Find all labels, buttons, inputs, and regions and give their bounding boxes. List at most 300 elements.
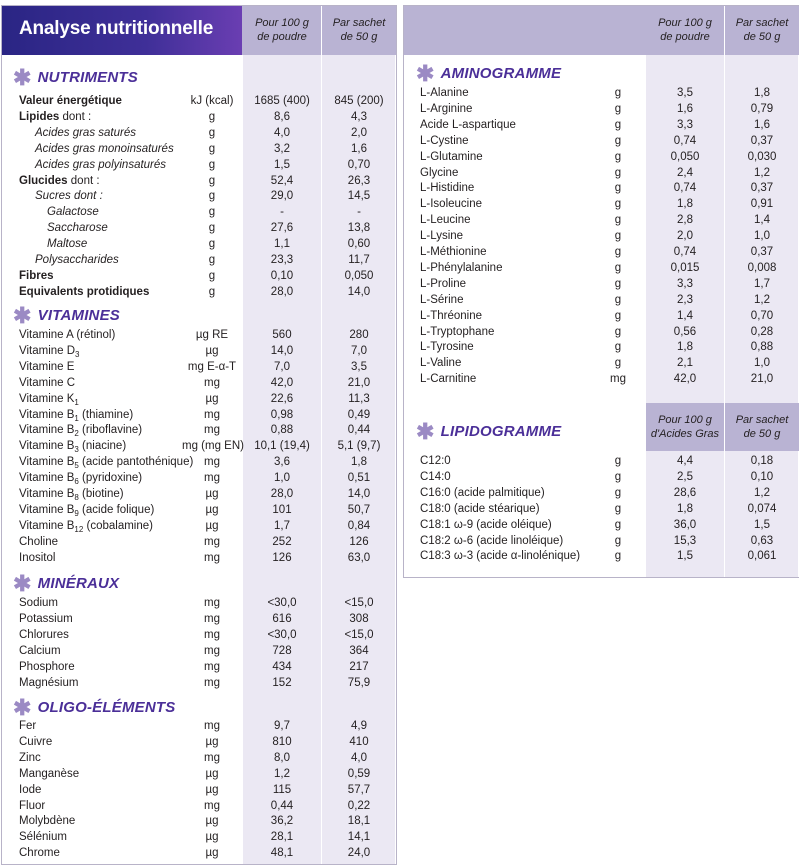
row-unit: g — [208, 206, 216, 219]
row-unit: mg — [204, 376, 220, 389]
row-unit: µg — [205, 392, 219, 405]
row-unit: g — [614, 486, 622, 499]
header-line: Par sachet — [332, 17, 386, 29]
row-label-text: Choline — [19, 535, 58, 548]
table-row — [2, 550, 396, 566]
value-per-sachet: 26,3 — [347, 174, 371, 187]
table-row — [404, 292, 799, 308]
table-row — [404, 469, 799, 485]
value-per-100g: 1,8 — [677, 341, 693, 354]
row-label-text: Valeur énergétique — [19, 95, 122, 107]
row-unit: mg — [204, 472, 220, 485]
row-label-text: C12:0 — [420, 455, 451, 467]
row-label-text: L-Thréonine — [420, 309, 483, 322]
value-per-100g: 36,0 — [673, 518, 697, 531]
row-label-text: C18:0 (acide stéarique) — [420, 502, 540, 515]
row-label-text: L-Lysine — [420, 230, 464, 243]
row-unit: g — [614, 550, 622, 563]
subscript: 8 — [74, 493, 79, 502]
row-label — [19, 268, 54, 284]
section-title: MINÉRAUX — [37, 575, 120, 592]
value-per-sachet: 1,8 — [351, 456, 367, 469]
subscript: 6 — [74, 477, 79, 487]
value-per-100g: 1,6 — [677, 102, 693, 115]
row-label — [19, 845, 60, 861]
row-label-suffix: (cobalamine) — [83, 519, 153, 532]
row-unit: g — [208, 254, 216, 266]
row-label — [19, 343, 80, 360]
section-mineraux-heading — [13, 570, 120, 596]
row-label — [19, 454, 193, 471]
row-label-text: Maltose — [47, 238, 88, 251]
table-row — [2, 157, 396, 173]
value-per-100g: 1,4 — [677, 309, 693, 322]
row-label — [420, 453, 451, 469]
row-label — [19, 675, 78, 691]
table-row — [2, 236, 396, 252]
row-label-text: Iode — [19, 783, 42, 796]
value-per-sachet: 4,9 — [351, 720, 367, 732]
value-per-100g: 2,0 — [677, 230, 693, 243]
table-row — [404, 453, 799, 469]
row-label-text: L-Phénylalanine — [420, 261, 503, 274]
row-unit: µg — [205, 519, 219, 532]
value-per-sachet: 2,0 — [351, 126, 367, 139]
value-per-sachet: 1,0 — [754, 357, 770, 370]
column-header-per-100g-fatty-acids — [646, 413, 724, 441]
table-row — [404, 133, 799, 149]
value-per-sachet: 14,0 — [347, 488, 371, 500]
row-label-text: L-Leucine — [420, 214, 471, 227]
value-per-sachet: 1,2 — [754, 166, 770, 179]
section-oligo-heading — [13, 694, 176, 720]
value-per-sachet: 21,0 — [347, 376, 371, 389]
value-per-sachet: 0,37 — [750, 246, 774, 258]
value-per-100g: 0,74 — [673, 134, 697, 147]
value-per-100g: 4,4 — [677, 455, 693, 467]
row-unit: mg — [204, 799, 220, 812]
value-per-sachet: 11,3 — [348, 392, 370, 405]
row-label — [19, 284, 149, 300]
value-per-100g: <30,0 — [267, 628, 297, 641]
table-row — [2, 734, 396, 750]
row-label-text: L-Glutamine — [420, 150, 483, 163]
table-row — [404, 228, 799, 244]
table-row — [2, 534, 396, 550]
row-label-text: Fluor — [19, 799, 46, 812]
row-label — [420, 485, 545, 501]
value-per-sachet: 1,6 — [754, 118, 770, 131]
value-per-100g: 3,3 — [677, 118, 693, 131]
row-label-text: C18:2 ω-6 (acide linoléique) — [420, 534, 564, 547]
value-per-100g: 101 — [272, 503, 292, 516]
row-label — [19, 518, 153, 535]
row-unit: g — [614, 214, 622, 227]
section-vitamines-heading — [13, 302, 120, 328]
row-label — [420, 292, 463, 308]
header-line: d'Acides Gras — [650, 428, 720, 440]
row-label — [420, 133, 469, 149]
row-label-text: Chlorures — [19, 628, 69, 641]
table-row — [2, 782, 396, 798]
header-line: Pour 100 g — [255, 17, 309, 29]
row-label — [19, 766, 79, 782]
row-label — [19, 734, 52, 750]
row-label — [420, 308, 482, 324]
table-row — [2, 93, 396, 109]
value-per-100g: 28,0 — [270, 488, 294, 500]
section-lipidogramme-heading — [416, 418, 562, 444]
value-per-100g: 1,5 — [677, 550, 693, 563]
row-unit: g — [614, 134, 622, 147]
table-row — [2, 798, 396, 814]
right-table-panel — [403, 5, 799, 578]
table-row — [404, 165, 799, 181]
row-label-text: L-Histidine — [420, 182, 475, 195]
value-per-100g: 1,5 — [274, 158, 290, 171]
value-per-sachet: 0,60 — [347, 238, 371, 251]
row-label-text: C18:1 ω-9 (acide oléique) — [420, 518, 552, 531]
table-row — [2, 718, 396, 734]
value-per-sachet: 0,37 — [750, 134, 774, 147]
value-per-100g: 22,6 — [270, 392, 294, 405]
row-label-suffix: (thiamine) — [78, 408, 134, 421]
value-per-sachet: <15,0 — [344, 628, 374, 641]
row-label — [19, 750, 41, 766]
value-per-100g: 810 — [272, 735, 292, 748]
table-row — [2, 327, 396, 343]
value-per-100g: 42,0 — [270, 376, 294, 389]
table-row — [2, 343, 396, 359]
value-per-100g: 2,3 — [677, 293, 693, 306]
value-per-sachet: 0,074 — [747, 502, 777, 515]
row-label — [420, 165, 458, 181]
row-label-suffix: (acide folique) — [78, 503, 155, 516]
table-row — [404, 517, 799, 533]
row-unit: mg E-α-T — [187, 360, 237, 373]
value-per-100g: 2,4 — [677, 166, 693, 179]
table-row — [2, 268, 396, 284]
value-per-100g: 3,3 — [677, 277, 693, 290]
row-label — [19, 422, 142, 439]
value-per-100g: 115 — [272, 783, 292, 796]
row-unit: g — [208, 269, 216, 282]
row-label — [35, 157, 166, 173]
row-unit: g — [614, 534, 622, 547]
row-label-text: Sucres dont : — [35, 190, 103, 203]
value-per-100g: 560 — [272, 329, 292, 341]
value-per-100g: 28,1 — [270, 831, 294, 844]
row-label — [420, 149, 483, 165]
value-per-sachet: 1,0 — [754, 230, 770, 243]
value-per-100g: 2,8 — [677, 214, 693, 227]
value-per-sachet: 14,0 — [347, 285, 371, 298]
row-unit: mg — [204, 535, 220, 548]
row-unit: g — [614, 325, 622, 338]
value-per-100g: 8,0 — [274, 751, 290, 764]
row-label — [19, 627, 69, 643]
table-row — [404, 85, 799, 101]
table-row — [2, 141, 396, 157]
asterisk-icon: ✱ — [416, 418, 435, 444]
value-per-sachet: 0,70 — [750, 309, 774, 322]
row-label — [19, 375, 75, 391]
subscript: 9 — [74, 508, 79, 518]
row-unit: mg — [204, 676, 220, 689]
table-row — [2, 502, 396, 518]
table-row — [404, 308, 799, 324]
table-row — [404, 533, 799, 549]
table-row — [404, 339, 799, 355]
table-row — [2, 813, 396, 829]
row-label — [420, 533, 563, 549]
row-label — [35, 188, 103, 204]
value-per-100g: 0,88 — [270, 424, 294, 437]
table-row — [2, 486, 396, 502]
row-unit: g — [208, 238, 216, 251]
value-per-sachet: 0,28 — [750, 325, 774, 338]
value-per-sachet: 50,7 — [347, 503, 371, 516]
value-per-sachet: 0,91 — [750, 198, 774, 211]
row-label — [19, 829, 67, 845]
value-per-sachet: 0,37 — [750, 182, 774, 195]
value-per-sachet: 4,3 — [351, 110, 367, 123]
row-label-text: L-Alanine — [420, 87, 469, 99]
header-line: Par sachet — [735, 414, 789, 426]
row-label-text: Acides gras saturés — [35, 126, 136, 139]
header-line: de poudre — [257, 31, 307, 43]
row-unit: µg — [205, 831, 219, 844]
left-table-panel — [1, 5, 397, 865]
value-per-100g: 126 — [272, 551, 292, 564]
row-label-suffix: (acide pantothénique) — [78, 456, 194, 469]
row-label — [19, 718, 36, 734]
table-row — [404, 485, 799, 501]
value-per-sachet: 0,88 — [750, 341, 774, 354]
value-per-100g: 252 — [272, 535, 292, 548]
value-per-sachet: 14,5 — [347, 190, 371, 203]
row-label — [19, 93, 122, 109]
value-per-sachet: 0,061 — [747, 550, 777, 563]
value-per-100g: 28,0 — [270, 285, 294, 298]
asterisk-icon: ✱ — [13, 694, 32, 720]
value-per-sachet: 280 — [349, 329, 369, 341]
row-label-text: C16:0 (acide palmitique) — [420, 486, 545, 499]
row-label-text: Lipides — [19, 110, 60, 123]
header-line: de poudre — [660, 31, 710, 43]
table-row — [404, 212, 799, 228]
row-label — [420, 196, 482, 212]
row-unit: g — [614, 470, 622, 483]
value-per-100g: - — [280, 206, 284, 219]
row-label-text: Phosphore — [19, 660, 75, 673]
header-line: de 50 g — [743, 31, 781, 43]
row-label-text: Vitamine B — [19, 503, 75, 516]
table-row — [2, 627, 396, 643]
value-per-sachet: 0,51 — [347, 472, 371, 485]
row-label-suffix: dont : — [59, 110, 92, 123]
row-unit: g — [208, 110, 216, 123]
value-per-100g: 1,0 — [274, 472, 290, 485]
table-row — [2, 359, 396, 375]
subscript: 3 — [74, 445, 79, 455]
section-title: NUTRIMENTS — [37, 69, 138, 86]
row-label-text: L-Carnitine — [420, 373, 477, 386]
section-title: OLIGO-ÉLÉMENTS — [37, 699, 176, 716]
row-label-text: Polysaccharides — [35, 254, 119, 266]
row-label-text: Acides gras polyinsaturés — [35, 158, 167, 171]
row-label — [420, 101, 472, 117]
value-per-100g: 52,4 — [270, 174, 294, 187]
value-per-100g: 1685 (400) — [254, 95, 310, 107]
row-label-text: Galactose — [47, 206, 99, 219]
subscript: 12 — [74, 524, 84, 534]
table-row — [2, 204, 396, 220]
value-per-100g: 0,74 — [673, 182, 697, 195]
value-per-sachet: 1,8 — [754, 87, 770, 99]
table-row — [2, 659, 396, 675]
row-label — [420, 212, 471, 228]
row-label-text: L-Tryptophane — [420, 325, 495, 338]
row-label-text: Manganèse — [19, 767, 80, 780]
value-per-100g: 0,98 — [270, 408, 294, 421]
value-per-sachet: 24,0 — [347, 847, 371, 860]
table-row — [2, 109, 396, 125]
section-nutriments-heading — [13, 64, 138, 90]
table-row — [404, 355, 799, 371]
row-unit: µg — [205, 735, 219, 748]
row-label-text: Molybdène — [19, 815, 76, 828]
row-label — [420, 244, 486, 260]
row-label — [47, 204, 99, 220]
value-per-sachet: 0,10 — [750, 470, 774, 483]
value-per-100g: <30,0 — [267, 597, 297, 609]
table-row — [2, 220, 396, 236]
table-row — [2, 407, 396, 423]
row-label-text: Equivalents protidiques — [19, 285, 150, 298]
table-row — [404, 101, 799, 117]
row-unit: µg — [205, 815, 219, 828]
table-row — [2, 284, 396, 300]
table-row — [2, 675, 396, 691]
table-row — [2, 845, 396, 861]
row-unit: µg — [205, 783, 219, 796]
value-per-sachet: 57,7 — [347, 783, 371, 796]
row-label-text: L-Méthionine — [420, 246, 487, 258]
row-label — [19, 407, 133, 424]
row-label-text: Vitamine B — [19, 472, 75, 485]
row-label-text: Vitamine B — [19, 440, 75, 453]
value-per-100g: 14,0 — [270, 344, 294, 357]
row-label — [35, 141, 174, 157]
value-per-100g: 0,56 — [673, 325, 697, 338]
row-label-text: Vitamine E — [19, 360, 75, 373]
table-row — [2, 391, 396, 407]
row-label — [420, 371, 476, 387]
row-label-text: L-Tyrosine — [420, 341, 474, 354]
row-label-text: Vitamine B — [19, 488, 75, 500]
row-label-text: Vitamine D — [19, 344, 76, 357]
table-row — [2, 518, 396, 534]
value-per-100g: 0,44 — [270, 799, 294, 812]
row-label — [19, 438, 126, 455]
row-label — [420, 117, 516, 133]
row-unit: mg — [204, 660, 220, 673]
row-unit: g — [614, 309, 622, 322]
value-per-100g: 1,1 — [274, 238, 290, 251]
table-row — [404, 196, 799, 212]
value-per-100g: 616 — [272, 612, 292, 625]
row-unit: g — [208, 222, 216, 235]
column-header-per-sachet — [725, 413, 799, 441]
row-unit: g — [614, 341, 622, 354]
row-label-text: Saccharose — [47, 222, 108, 235]
value-per-100g: 29,0 — [270, 190, 294, 203]
row-label — [420, 469, 451, 485]
value-per-sachet: 11,7 — [348, 254, 370, 266]
row-label-text: Zinc — [19, 751, 41, 764]
row-unit: g — [208, 174, 216, 187]
row-label-text: Vitamine B — [19, 424, 75, 437]
row-unit: g — [614, 198, 622, 211]
row-label-text: C14:0 — [420, 470, 451, 483]
table-row — [2, 438, 396, 454]
row-label — [420, 276, 466, 292]
row-label — [19, 109, 91, 125]
row-label — [19, 782, 41, 798]
row-label — [35, 252, 119, 268]
row-label — [420, 517, 552, 533]
header-line: de 50 g — [743, 428, 781, 440]
value-per-100g: 8,6 — [274, 110, 290, 123]
row-label — [420, 548, 580, 564]
row-unit: µg — [205, 847, 219, 860]
row-unit: g — [208, 158, 216, 171]
column-header-per-100g — [243, 16, 321, 44]
row-label-text: L-Proline — [420, 277, 467, 290]
row-unit: mg — [204, 456, 220, 469]
value-per-100g: 4,0 — [274, 126, 290, 139]
row-label-suffix: (niacine) — [78, 440, 127, 453]
row-label — [19, 595, 58, 611]
value-per-100g: 1,8 — [677, 198, 693, 211]
row-label — [19, 643, 61, 659]
row-label-text: L-Isoleucine — [420, 198, 483, 211]
value-per-sachet: 21,0 — [750, 373, 774, 386]
table-row — [2, 643, 396, 659]
row-unit: g — [614, 166, 622, 179]
subscript: 1 — [74, 397, 79, 407]
row-label — [420, 228, 463, 244]
row-label-text: Calcium — [19, 644, 61, 657]
row-unit: g — [614, 277, 622, 290]
value-per-sachet: 0,63 — [750, 534, 774, 547]
row-label-suffix: (riboflavine) — [78, 424, 143, 437]
value-per-sachet: 845 (200) — [334, 95, 384, 107]
row-unit: mg — [204, 551, 220, 564]
row-unit: g — [208, 126, 216, 139]
row-label — [19, 611, 73, 627]
row-label — [420, 85, 469, 101]
value-per-100g: 9,7 — [274, 720, 290, 732]
row-label-text: C18:3 ω-3 (acide α-linolénique) — [420, 550, 581, 563]
row-label-text: Vitamine B — [19, 519, 75, 532]
table-row — [2, 829, 396, 845]
table-row — [2, 595, 396, 611]
value-per-sachet: 14,1 — [347, 831, 371, 844]
value-per-100g: 1,2 — [274, 767, 290, 780]
row-label — [19, 173, 100, 189]
